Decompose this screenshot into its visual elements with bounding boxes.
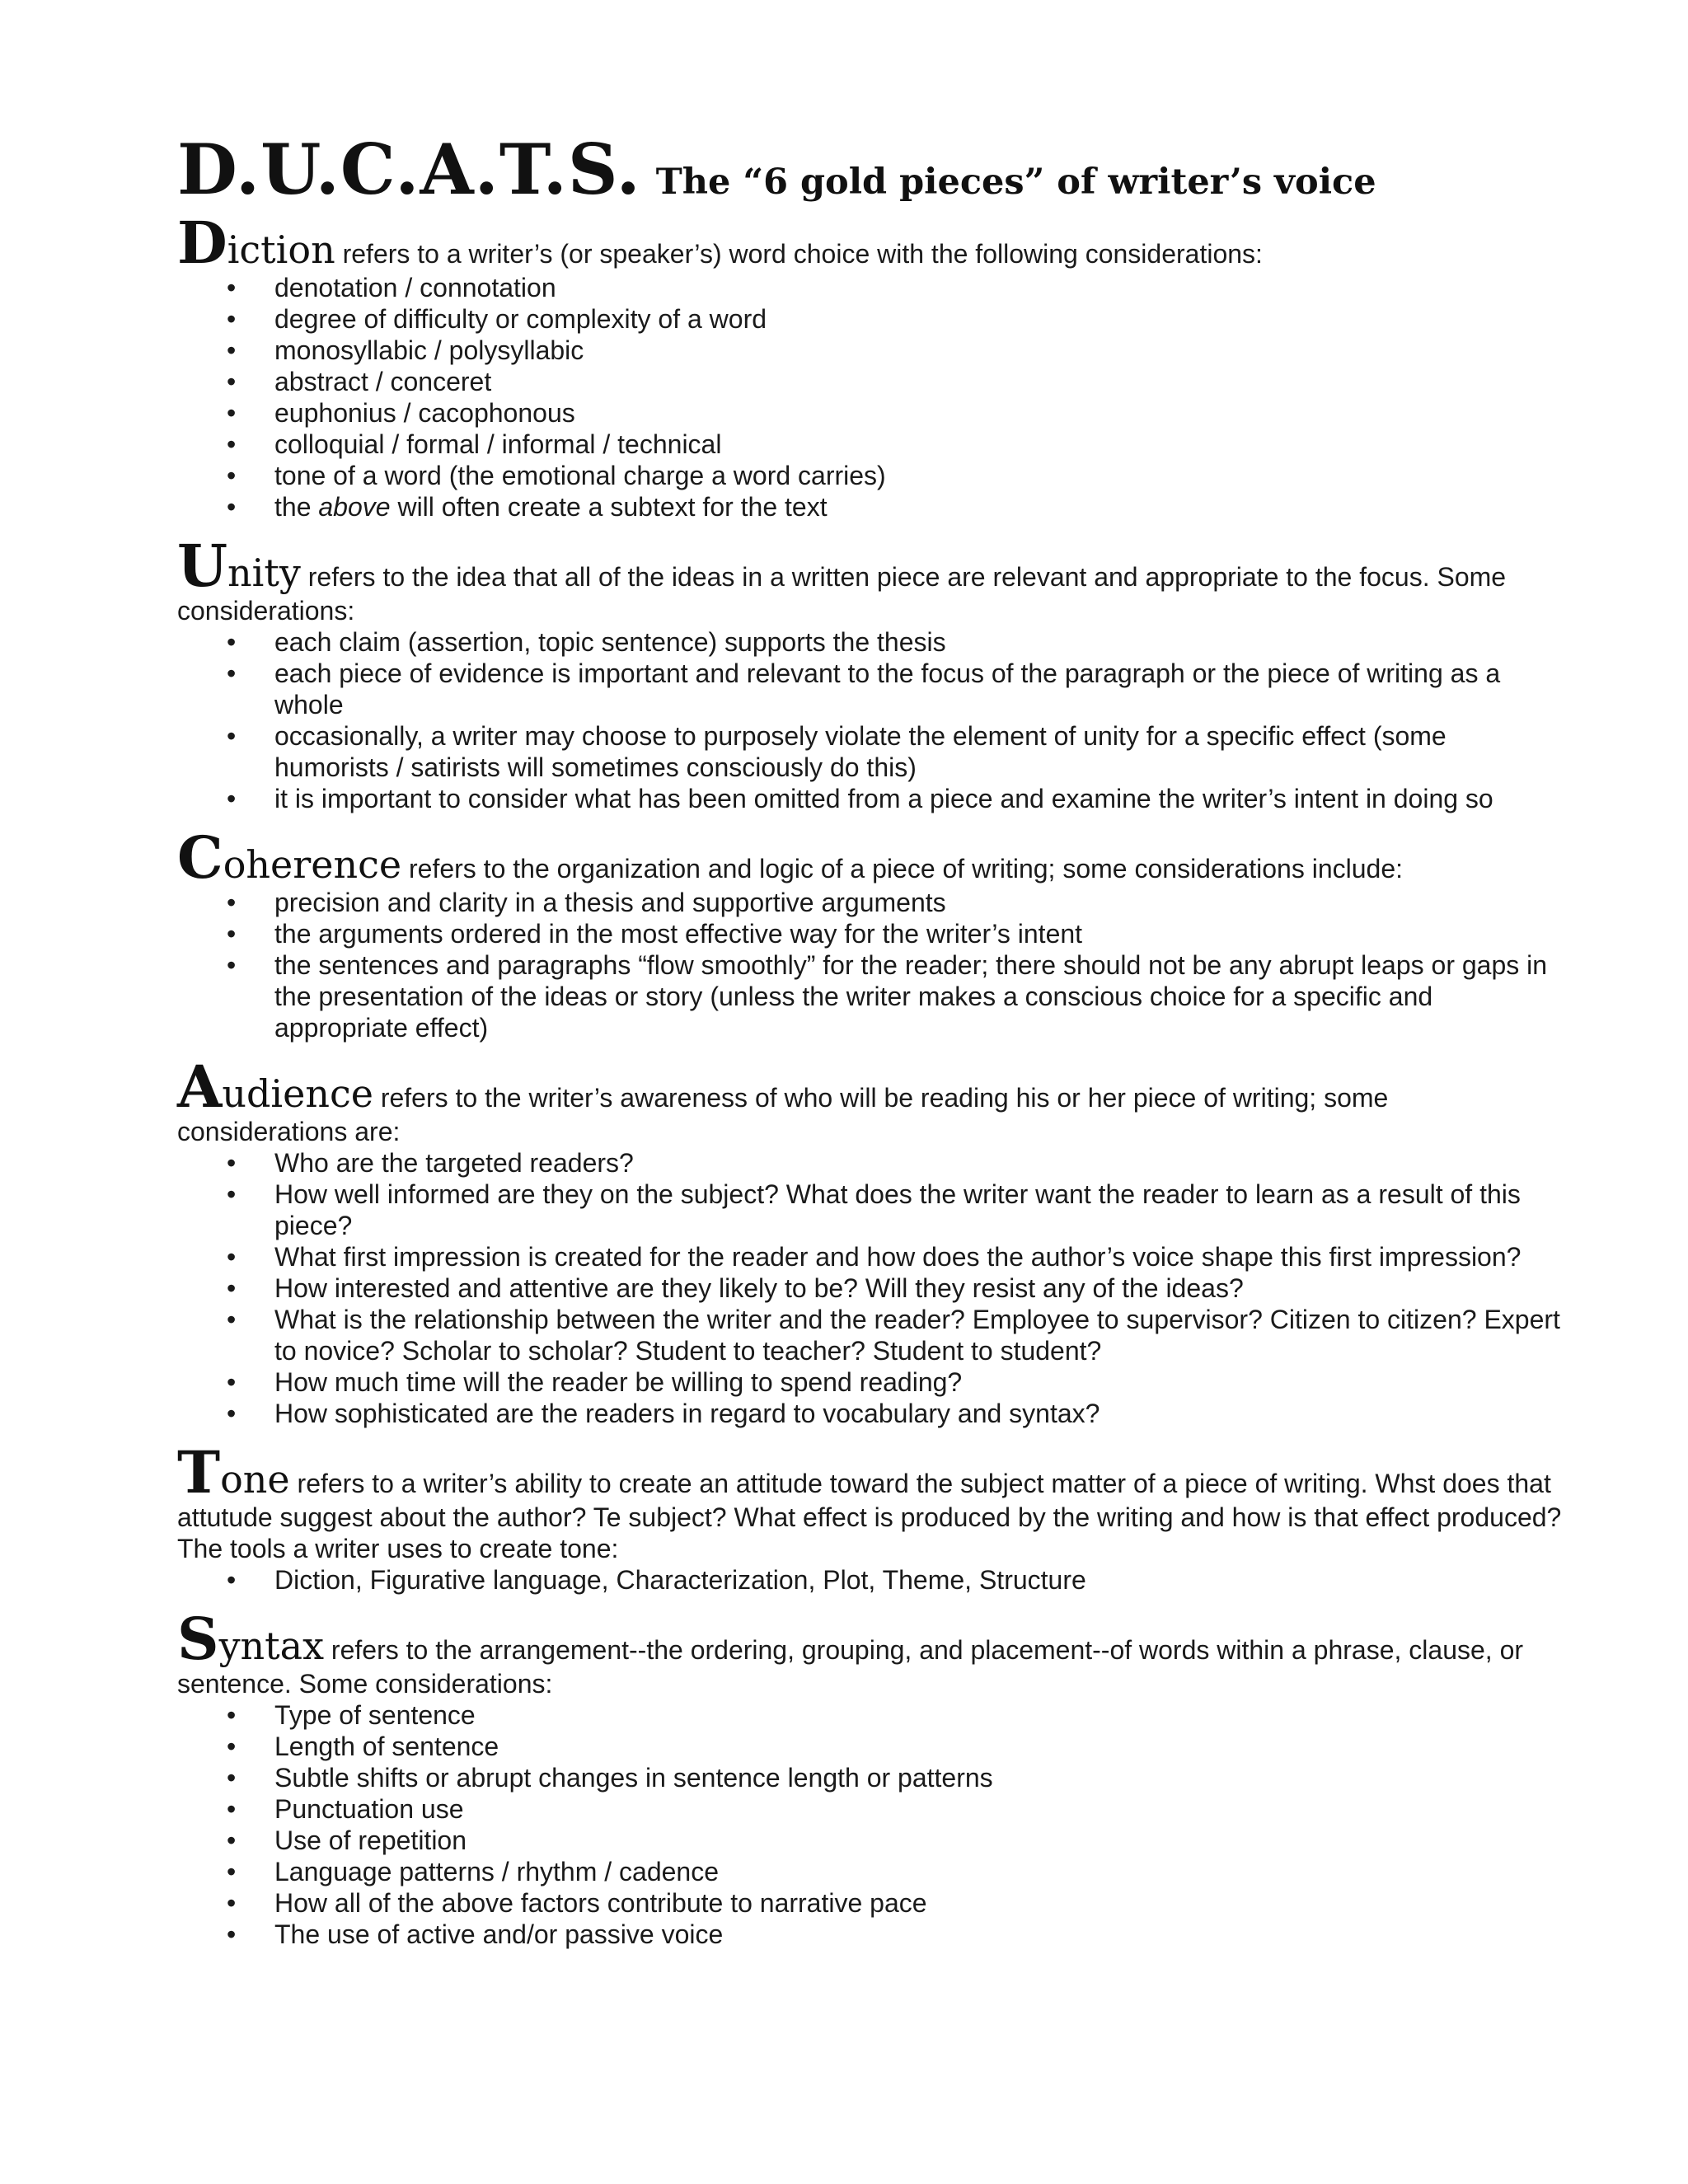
section-description: refers to the idea that all of the ideas in a written piece are relevant and appropriate to the focus. Some considerations:: [177, 562, 1507, 626]
list-item: • degree of difficulty or complexity of a word: [274, 303, 1562, 335]
list-item: • the arguments ordered in the most effective way for the writer’s intent: [274, 918, 1562, 949]
list-item: • colloquial / formal / informal / technical: [274, 429, 1562, 460]
section-term: yntax: [218, 1624, 325, 1668]
list-item: • each claim (assertion, topic sentence) supports the thesis: [274, 626, 1562, 658]
list-item: • Diction, Figurative language, Characterization, Plot, Theme, Structure: [274, 1564, 1562, 1596]
section-initial: A: [177, 1052, 223, 1121]
section-diction: [177, 209, 1562, 523]
list-item: • Language patterns / rhythm / cadence: [274, 1856, 1562, 1887]
list-item: • How interested and attentive are they likely to be? Will they resist any of the ideas?: [274, 1272, 1562, 1304]
consideration-list: [177, 1147, 1562, 1429]
list-item: • each piece of evidence is important and relevant to the focus of the paragraph or the piece of writing as a whole: [274, 658, 1562, 720]
document-page: [177, 129, 1562, 1965]
list-item: • How much time will the reader be willing to spend reading?: [274, 1366, 1562, 1398]
section-term: one: [220, 1457, 290, 1502]
consideration-list: [177, 626, 1562, 814]
document-title: [177, 129, 1562, 210]
section-heading: [177, 1605, 1562, 1699]
title-subtitle: The “6 gold pieces” of writer’s voice: [655, 162, 1376, 203]
list-item: • What first impression is created for the reader and how does the author’s voice shape this first impression?: [274, 1241, 1562, 1272]
section-initial: D: [177, 209, 227, 277]
consideration-list: [177, 272, 1562, 523]
section-heading: [177, 1052, 1562, 1147]
consideration-list: [177, 887, 1562, 1043]
list-item: • How all of the above factors contribute to narrative pace: [274, 1887, 1562, 1919]
section-audience: [177, 1052, 1562, 1429]
list-item: • euphonius / cacophonous: [274, 397, 1562, 429]
section-heading: [177, 1438, 1562, 1564]
section-syntax: [177, 1605, 1562, 1950]
list-item: • Punctuation use: [274, 1793, 1562, 1825]
list-item: • What is the relationship between the writer and the reader? Employee to supervisor? Citizen to citizen? Expert to novice? Scholar to scholar? Student to teacher? Student to student?: [274, 1304, 1562, 1366]
section-unity: [177, 532, 1562, 814]
section-term: iction: [227, 227, 335, 272]
list-item: • The use of active and/or passive voice: [274, 1919, 1562, 1950]
list-item: • How sophisticated are the readers in regard to vocabulary and syntax?: [274, 1398, 1562, 1429]
consideration-list: [177, 1699, 1562, 1950]
list-item-text: will often create a subtext for the text: [390, 492, 828, 522]
section-description: refers to the arrangement--the ordering, grouping, and placement--of words within a phrase, clause, or sentence. Some considerations:: [177, 1635, 1524, 1699]
list-item: • monosyllabic / polysyllabic: [274, 335, 1562, 366]
list-item: • Length of sentence: [274, 1731, 1562, 1762]
section-initial: T: [177, 1438, 221, 1507]
list-item: • abstract / conceret: [274, 366, 1562, 397]
section-initial: C: [177, 823, 223, 892]
list-item: • occasionally, a writer may choose to purposely violate the element of unity for a specific effect (some humorists / satirists will sometimes consciously do this): [274, 720, 1562, 783]
section-coherence: [177, 823, 1562, 1043]
section-tone: [177, 1438, 1562, 1596]
title-acronym: D.U.C.A.T.S.: [177, 129, 641, 210]
section-term: nity: [227, 551, 301, 595]
section-description: refers to the writer’s awareness of who will be reading his or her piece of writing; some considerations are:: [177, 1083, 1389, 1146]
consideration-list: [177, 1564, 1562, 1596]
list-item: • Who are the targeted readers?: [274, 1147, 1562, 1179]
section-heading: [177, 823, 1562, 892]
list-item: [274, 491, 1562, 523]
list-item: • Type of sentence: [274, 1699, 1562, 1731]
list-item: • How well informed are they on the subject? What does the writer want the reader to learn as a result of this piece?: [274, 1179, 1562, 1241]
list-item: • Use of repetition: [274, 1825, 1562, 1856]
section-description: refers to the organization and logic of a piece of writing; some considerations include:: [401, 854, 1403, 883]
section-heading: [177, 209, 1562, 277]
section-initial: S: [177, 1605, 219, 1673]
list-item-text: the: [274, 492, 319, 522]
section-description: refers to a writer’s (or speaker’s) word choice with the following considerations:: [335, 239, 1263, 269]
section-term: oherence: [223, 842, 402, 887]
emphasis-text: above: [318, 492, 391, 522]
list-item: • precision and clarity in a thesis and supportive arguments: [274, 887, 1562, 918]
list-item: • it is important to consider what has been omitted from a piece and examine the writer’s intent in doing so: [274, 783, 1562, 814]
section-initial: U: [177, 532, 228, 600]
list-item: • the sentences and paragraphs “flow smoothly” for the reader; there should not be any abrupt leaps or gaps in the presentation of the ideas or story (unless the writer makes a conscious choice for a specific and appropriate effect): [274, 949, 1562, 1043]
list-item: • tone of a word (the emotional charge a word carries): [274, 460, 1562, 491]
list-item: • denotation / connotation: [274, 272, 1562, 303]
section-heading: [177, 532, 1562, 626]
section-description: refers to a writer’s ability to create an attitude toward the subject matter of a piece of writing. Whst does that attutude suggest about the author? Te subject? What effect is produced by the writing and how is that effect produced? The tools a writer uses to create tone:: [177, 1469, 1562, 1563]
list-item: • Subtle shifts or abrupt changes in sentence length or patterns: [274, 1762, 1562, 1793]
section-term: udience: [222, 1071, 373, 1116]
sections-container: [177, 209, 1562, 1950]
